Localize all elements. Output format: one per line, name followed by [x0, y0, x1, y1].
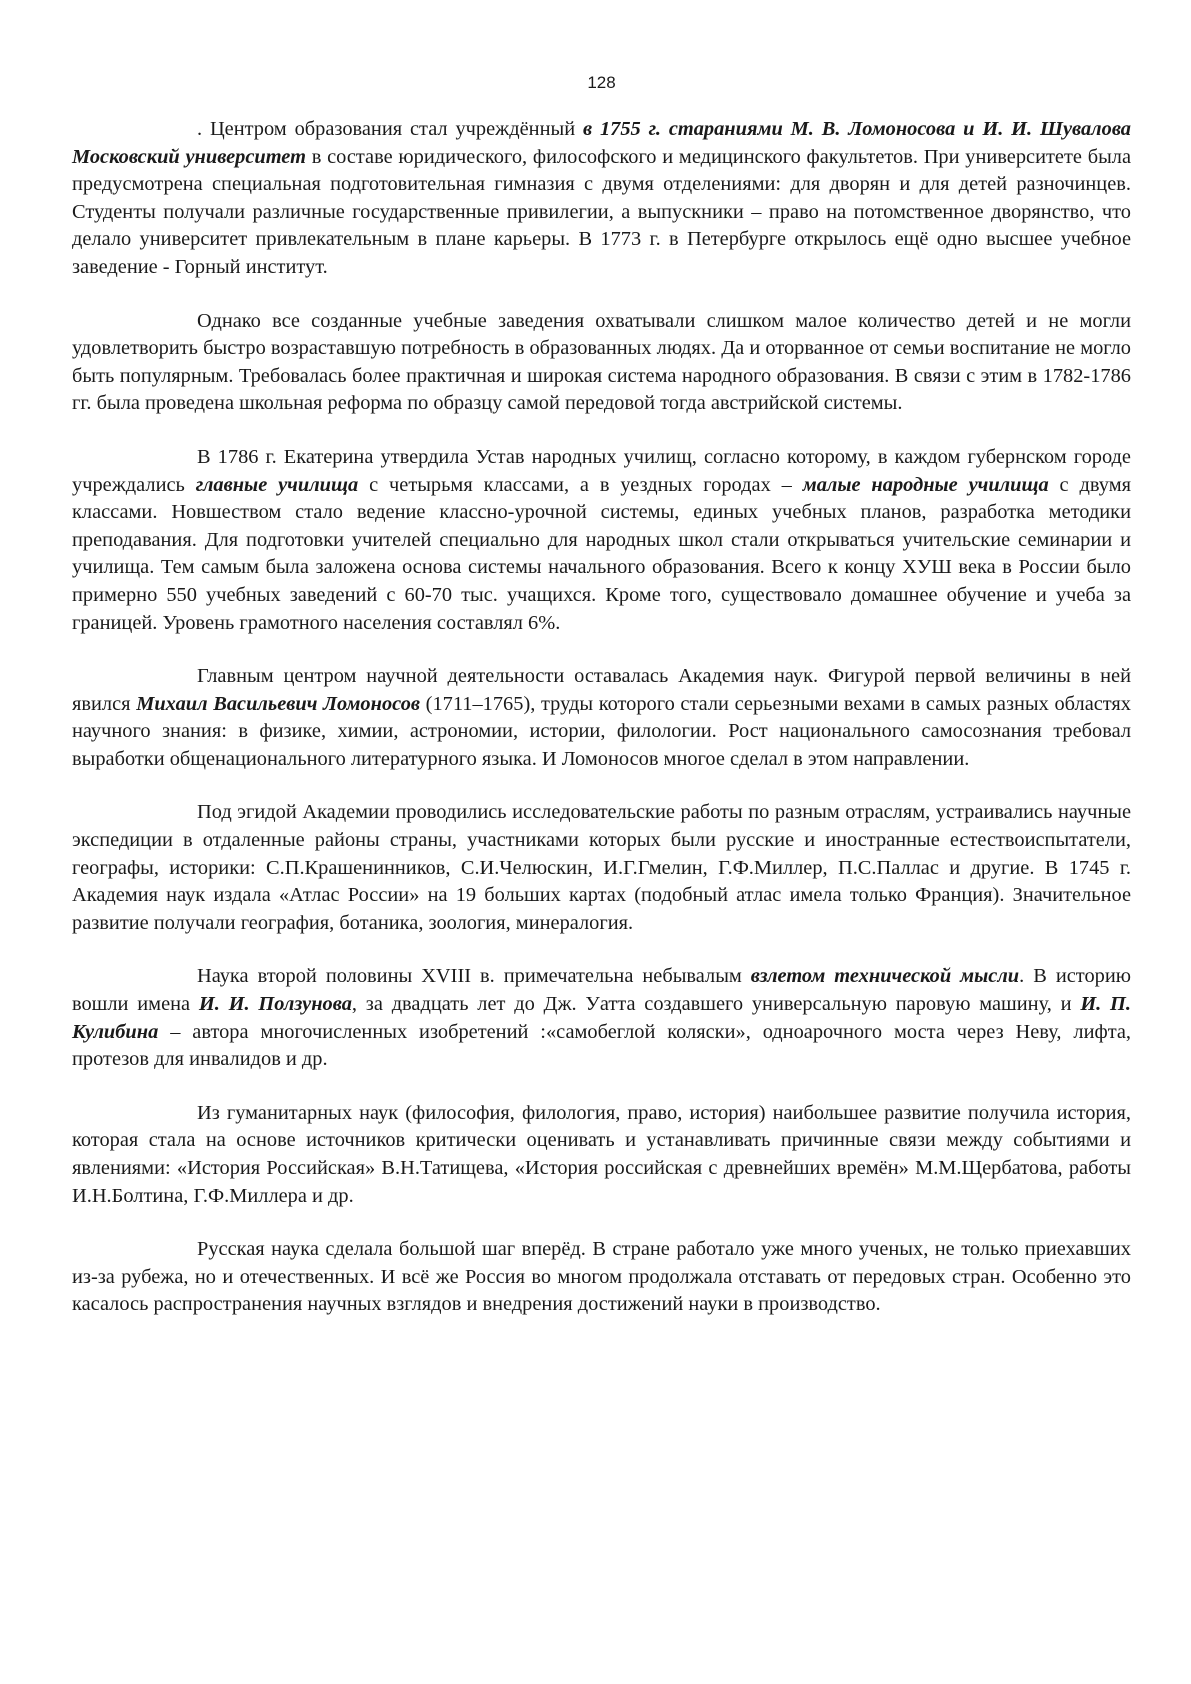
text-run: – автора многочисленных изобретений :«самобеглой коляски», одноарочного моста через Неву, лифта, протезов для инвалидов и др. [72, 1020, 1131, 1071]
text-run: В 1786 г. Екатерина утвердила Устав народных училищ, согласно которому, в каждом губернском городе учреждались [72, 445, 1131, 496]
page-number: 128 [587, 73, 616, 92]
emphasized-text: главные училища [195, 473, 359, 496]
text-run: . В историю вошли имена [72, 965, 1131, 1016]
emphasized-text: Михаил Васильевич Ломоносов [136, 692, 420, 715]
text-run: с четырьмя классами, а в уездных городах – [358, 473, 803, 496]
text-run: Из гуманитарных наук (философия, филология, право, история) наибольшее развитие получила история, которая стала на основе источников критически оценивать и устанавливать причинные связи между событиями и явлениями: «История Российская» В.Н.Татищева, «История российская с древнейших времён» М.М.Щербатова, работы И.Н.Болтина, Г.Ф.Миллера и др. [72, 1101, 1131, 1207]
paragraph [72, 116, 1131, 282]
emphasized-text: И. П. Кулибина [72, 993, 1132, 1043]
text-run: с двумя классами. Новшеством стало ведение классно-урочной системы, единых учебных планов, разработка методики преподавания. Для подготовки учителей специально для народных школ стали открываться учительские семинарии и училища. Тем самым была заложена основа системы начального образования. Всего к концу ХУШ века в России было примерно 550 учебных заведений с 60-70 тыс. учащихся. Кроме того, существовало домашнее обучение и учеба за границей. Уровень грамотного населения составлял 6%. [72, 473, 1131, 634]
text-run: Однако все созданные учебные заведения охватывали слишком малое количество детей и не могли удовлетворить быстро возраставшую потребность в образованных людях. Да и оторванное от семьи воспитание не могло быть популярным. Требовалась более практичная и широкая система народного образования. В связи с этим в 1782-1786 гг. была проведена школьная реформа по образцу самой передовой тогда австрийской системы. [72, 309, 1131, 415]
paragraph [72, 799, 1131, 937]
text-run: Главным центром научной деятельности оставалась Академия наук. Фигурой первой величины в ней явился [72, 665, 1131, 715]
paragraph [72, 1100, 1131, 1210]
paragraph [72, 1236, 1131, 1319]
text-run: Русская наука сделала большой шаг вперёд. В стране работало уже много ученых, не только приехавших из-за рубежа, но и отечественных. И всё же Россия во многом продолжала отставать от передовых стран. Особенно это касалось распространения научных взглядов и внедрения достижений науки в производство. [72, 1238, 1131, 1316]
paragraph [72, 308, 1131, 418]
text-run: , за двадцать лет до Дж. Уатта создавшего универсальную паровую машину, и [351, 993, 1081, 1016]
text-run: Под эгидой Академии проводились исследовательские работы по разным отраслям, устраивались научные экспедиции в отдаленные районы страны, участниками которых были русские и иностранные естествоиспытатели, географы, историки: С.П.Крашенинников, С.И.Челюскин, И.Г.Гмелин, Г.Ф.Миллер, П.С.Паллас и другие. В 1745 г. Академия наук издала «Атлас России» на 19 больших картах (подобный атлас имела только Франция). Значительное развитие получали география, ботаника, зоология, минералогия. [72, 801, 1131, 934]
text-run: (1711–1765), труды которого стали серьезными вехами в самых разных областях научного знания: в физике, химии, астрономии, истории, филологии. Рост национального самосознания требовал выработки общенационального литературного языка. И Ломоносов многое сделал в этом направлении. [72, 692, 1132, 770]
emphasized-text: в 1755 г. стараниями М. В. Ломоносова и И. И. Шувалова Московский университет [72, 118, 1131, 168]
text-run: в составе юридического, философского и медицинского факультетов. При университете была предусмотрена специальная подготовительная гимназия с двумя отделениями: для дворян и для детей разночинцев. Студенты получали различные государственные привилегии, а выпускники – право на потомственное дворянство, что делало университет привлекательным в плане карьеры. В 1773 г. в Петербурге открылось ещё одно высшее учебное заведение - Горный институт. [72, 145, 1131, 278]
paragraph [72, 663, 1131, 773]
emphasized-text: взлетом технической мысли [750, 965, 1020, 988]
text-run: . Центром образования стал учреждённый [197, 118, 583, 140]
paragraph [72, 963, 1131, 1073]
emphasized-text: малые народные училища [802, 473, 1049, 496]
emphasized-text: И. И. Ползунова [198, 993, 352, 1016]
paragraph [72, 444, 1131, 637]
text-run: Наука второй половины XVIII в. примечательна небывалым [197, 965, 751, 988]
